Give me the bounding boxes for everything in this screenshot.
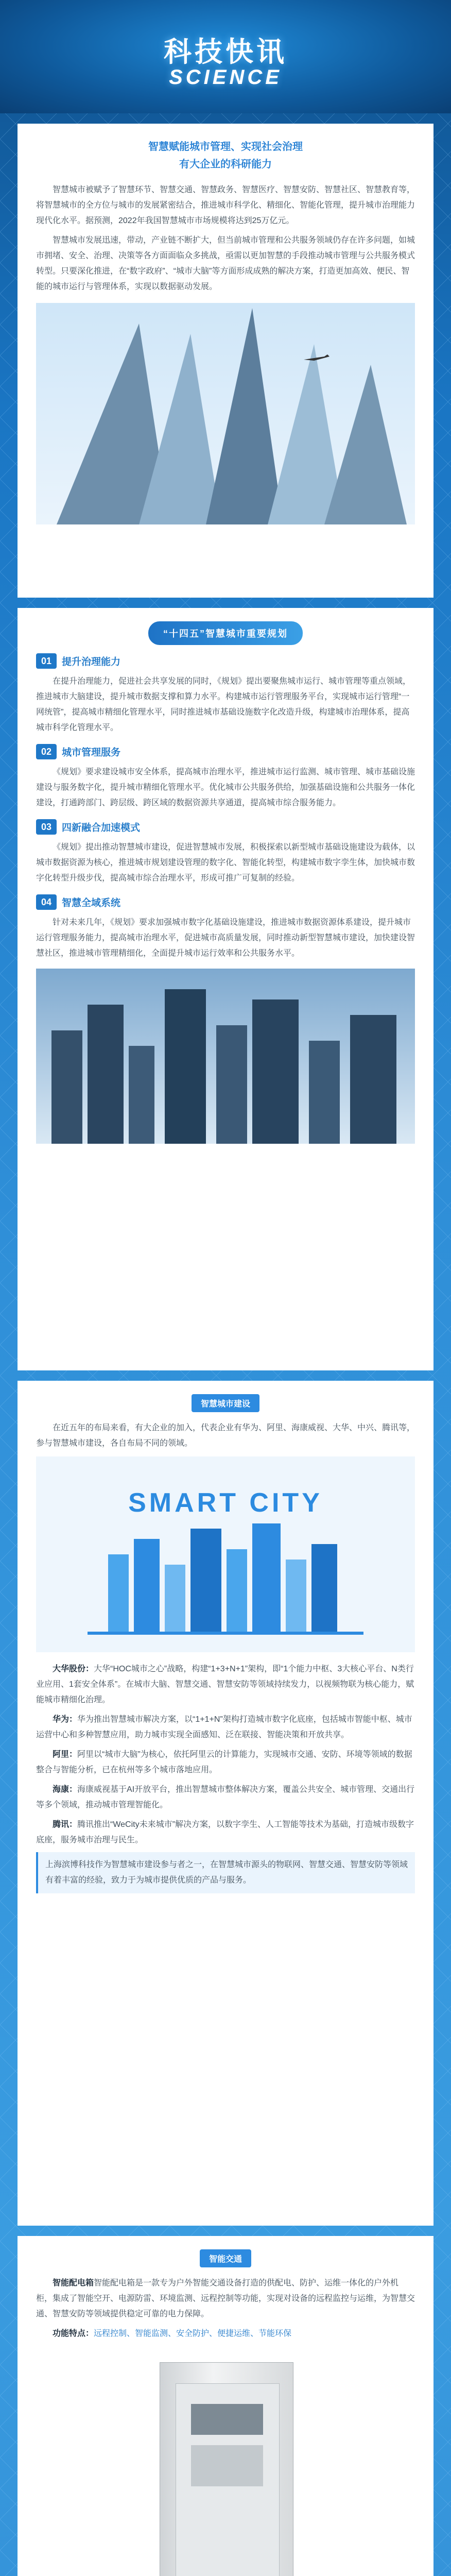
plan-item-3 (36, 819, 415, 835)
skyscraper-image (36, 303, 415, 524)
plan-section-title: “十四五”智慧城市重要规划 (148, 621, 303, 645)
company-text: 腾讯推出“WeCity未来城市”解决方案，以数字孪生、人工智能等技术为基础，打造城市级数字底座，服务城市治理与民生。 (36, 1820, 414, 1844)
smart-city-illustration (36, 1456, 415, 1652)
intro-lead: 智慧赋能城市管理、实现社会治理 有大企业的科研能力 (148, 141, 303, 170)
plan-item-2 (36, 744, 415, 759)
traffic-card (18, 2236, 433, 2576)
plan-heading: 四新融合加速模式 (62, 822, 141, 834)
plan-item-4 (36, 894, 415, 910)
plan-card (18, 608, 433, 1370)
plan-heading: 提升治理能力 (62, 656, 121, 668)
distribution-box-image (36, 2352, 415, 2576)
company-text: 大华“HOC城市之心”战略，构建“1+3+N+1”架构，即“1个能力中枢、3大核心平台、N类行业应用、1套安全体系”。在城市大脑、智慧交通、智慧安防等领域持续发力，以视频物联为核心能力，赋能城市精细化治理。 (36, 1665, 414, 1704)
binbo-highlight: 上海滨博科技作为智慧城市建设参与者之一，在智慧城市源头的物联网、智慧交通、智慧安防等领域有着丰富的经验，致力于为城市提供优质的产品与服务。 (36, 1852, 415, 1893)
page-header (0, 0, 451, 113)
product-name: 智能配电箱 (53, 2279, 94, 2287)
traffic-tag: 智能交通 (200, 2249, 251, 2267)
company-text: 阿里以“城市大脑”为核心，依托阿里云的计算能力，实现城市交通、安防、环境等领域的数据整合与智能分析，已在杭州等多个城市落地应用。 (36, 1750, 412, 1774)
intro-card (18, 124, 433, 598)
plan-number: 02 (36, 744, 57, 759)
company-name: 海康： (53, 1785, 78, 1794)
plan-heading: 智慧全域系统 (62, 897, 121, 909)
intro-paragraph-2: 智慧城市发展迅速，带动，产业链不断扩大，但当前城市管理和公共服务领域仍存在许多问题，如城市拥堵、安全、治理、决策等各方面面临众多挑战，亟需以更加智慧的手段推动城市管理与公共服务模式转型。只要深化推进，在“数字政府”、“城市大脑”等方面形成成熟的解决方案，打造更加高效、便民、智能的城市运行与管理体系，实现以数据驱动发展。 (36, 236, 415, 291)
company-name: 大华股份： (53, 1665, 94, 1673)
product-text: 智能配电箱是一款专为户外智能交通设备打造的供配电、防护、运维一体化的户外机柜，集成了智能空开、电源防雷、环境监测、远程控制等功能，实现对设备的远程监控与运维，为智慧交通、智慧安防等领域提供稳定可靠的电力保障。 (36, 2279, 415, 2318)
page-title: 科技快讯 (164, 37, 287, 67)
plan-heading: 城市管理服务 (62, 747, 121, 758)
features-label: 功能特点： (53, 2329, 94, 2338)
plan-number: 01 (36, 653, 57, 669)
cabinet-body (160, 2362, 293, 2576)
features-text: 远程控制、智能监测、安全防护、便捷运维、节能环保 (94, 2329, 292, 2338)
intro-paragraph-1: 智慧城市被赋予了智慧环节、智慧交通、智慧政务、智慧医疗、智慧安防、智慧社区、智慧教育等，将智慧城市的全方位与城市的发展紧密结合，推进城市科学化、精细化、智能化管理，提升城市治理能力现代化水平。据预测，2022年我国智慧城市市场规模将达到25万亿元。 (36, 185, 415, 225)
company-name: 腾讯： (53, 1820, 78, 1829)
plan-text: 《规划》要求建设城市安全体系，提高城市治理水平，推进城市运行监测、城市管理、城市基础设施建设与服务数字化，提升城市精细化管理水平。优化城市公共服务供给，加强基础设施和公共服务一体化建设，打通跨部门、跨层级、跨区域的数据资源共享通道，提高城市综合服务能力。 (36, 768, 415, 807)
company-name: 华为： (53, 1715, 78, 1724)
smart-city-intro: 在近五年的布局来看，有大企业的加入，代表企业有华为、阿里、海康威视、大华、中兴、腾讯等，参与智慧城市建设，各自布局不同的领域。 (36, 1423, 415, 1448)
smart-city-tag: 智慧城市建设 (192, 1394, 259, 1412)
plan-text: 在提升治理能力，促进社会共享发展的同时，《规划》提出要聚焦城市运行、城市管理等重点领域，推进城市大脑建设，提升城市数据支撑和算力水平。构建城市运行管理服务平台，实现城市运行管理“一网统管”，提高城市精细化管理水平，同时推进城市基础设施数字化改造升级，构建城市治理体系，提高城市科学化管理水平。 (36, 677, 411, 732)
plan-item-1 (36, 653, 415, 669)
city-night-image (36, 969, 415, 1144)
smart-city-heading: SMART CITY (128, 1488, 323, 1518)
plane-icon (304, 354, 329, 361)
smart-city-card (18, 1381, 433, 2226)
page-subtitle: SCIENCE (169, 66, 282, 89)
company-text: 华为推出智慧城市解决方案，以“1+1+N”架构打造城市数字化底座，包括城市智能中枢、城市运营中心和多种智慧应用，助力城市实现全面感知、泛在联接、智能决策和开放共享。 (36, 1715, 412, 1739)
plan-text: 针对未来几年，《规划》要求加强城市数字化基础设施建设，推进城市数据资源体系建设，提升城市运行管理服务能力，提高城市治理水平，促进城市高质量发展，同时推动新型智慧城市建设，加快建设智慧社区，推进城市管理精细化，全面提升城市运行效率和公共服务水平。 (36, 918, 415, 958)
company-name: 阿里： (53, 1750, 78, 1759)
plan-number: 03 (36, 819, 57, 835)
plan-number: 04 (36, 894, 57, 910)
company-text: 海康威视基于AI开放平台，推出智慧城市整体解决方案，覆盖公共安全、城市管理、交通出行等多个领域，推动城市管理智能化。 (36, 1785, 415, 1809)
plan-text: 《规划》提出推动智慧城市建设，促进智慧城市发展，积极探索以新型城市基础设施建设为载体，以城市数据资源为核心，推进城市规划建设管理的数字化、智能化转型，构建城市数字孪生体，加快城市数字化转型升级步伐，提高城市综合治理水平，形成可推广可复制的经验。 (36, 843, 415, 883)
